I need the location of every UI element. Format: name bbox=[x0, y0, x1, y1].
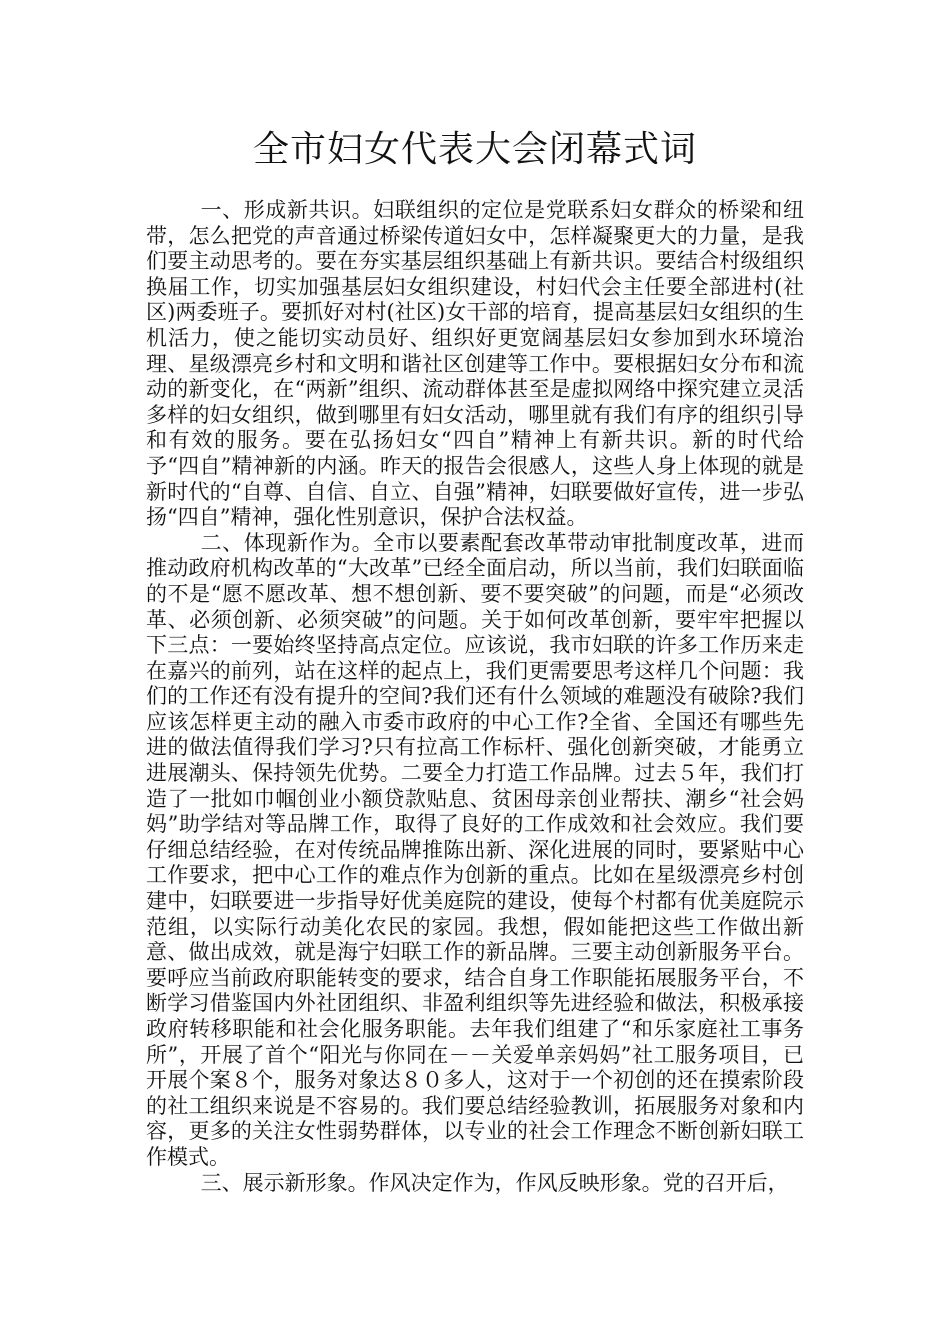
paragraph-2: 二、体现新作为。全市以要素配套改革带动审批制度改革，进而推动政府机构改革的“大改革”已经全面启动，所以当前，我们妇联面临的不是“愿不愿改革、想不想创新、要不要突破”的问题，而是“必须改革、必须创新、必须突破”的问题。关于如何改革创新，要牢牢把握以下三点：一要始终坚持高点定位。应该说，我市妇联的许多工作历来走在嘉兴的前列，站在这样的起点上，我们更需要思考这样几个问题：我们的工作还有没有提升的空间?我们还有什么领域的难题没有破除?我们应该怎样更主动的融入市委市政府的中心工作?全省、全国还有哪些先进的做法值得我们学习?只有拉高工作标杆、强化创新突破，才能勇立进展潮头、保持领先优势。二要全力打造工作品牌。过去５年，我们打造了一批如巾帼创业小额贷款贴息、贫困母亲创业帮扶、潮乡“社会妈妈”助学结对等品牌工作，取得了良好的工作成效和社会效应。我们要仔细总结经验，在对传统品牌推陈出新、深化进展的同时，要紧贴中心工作要求，把中心工作的难点作为创新的重点。比如在星级漂亮乡村创建中，妇联要进一步指导好优美庭院的建设，使每个村都有优美庭院示范组，以实际行动美化农民的家园。我想，假如能把这些工作做出新意、做出成效，就是海宁妇联工作的新品牌。三要主动创新服务平台。要呼应当前政府职能转变的要求，结合自身工作职能拓展服务平台，不断学习借鉴国内外社团组织、非盈利组织等先进经验和做法，积极承接政府转移职能和社会化服务职能。去年我们组建了“和乐家庭社工事务所”，开展了首个“阳光与你同在－－关爱单亲妈妈”社工服务项目，已开展个案８个，服务对象达８０多人，这对于一个初创的还在摸索阶段的社工组织来说是不容易的。我们要总结经验教训，拓展服务对象和内容，更多的关注女性弱势群体，以专业的社会工作理念不断创新妇联工作模式。 bbox=[146, 530, 804, 1169]
document-title: 全市妇女代表大会闭幕式词 bbox=[252, 129, 697, 170]
paragraph-3: 三、展示新形象。作风决定作为，作风反映形象。党的召开后， bbox=[200, 1170, 789, 1195]
document-body bbox=[146, 198, 804, 1196]
paragraph-1: 一、形成新共识。妇联组织的定位是党联系妇女群众的桥梁和纽带，怎么把党的声音通过桥梁传道妇女中，怎样凝聚更大的力量，是我们要主动思考的。要在夯实基层组织基础上有新共识。要结合村级组织换届工作，切实加强基层妇女组织建设，村妇代会主任要全部进村(社区)两委班子。要抓好对村(社区)女干部的培育，提高基层妇女组织的生机活力，使之能切实动员好、组织好更宽阔基层妇女参加到水环境治理、星级漂亮乡村和文明和谐社区创建等工作中。要根据妇女分布和流动的新变化，在“两新”组织、流动群体甚至是虚拟网络中探究建立灵活多样的妇女组织，做到哪里有妇女活动，哪里就有我们有序的组织引导和有效的服务。要在弘扬妇女“四自”精神上有新共识。新的时代给予“四自”精神新的内涵。昨天的报告会很感人，这些人身上体现的就是新时代的“自尊、自信、自立、自强”精神，妇联要做好宣传，进一步弘扬“四自”精神，强化性别意识，保护合法权益。 bbox=[146, 198, 804, 530]
